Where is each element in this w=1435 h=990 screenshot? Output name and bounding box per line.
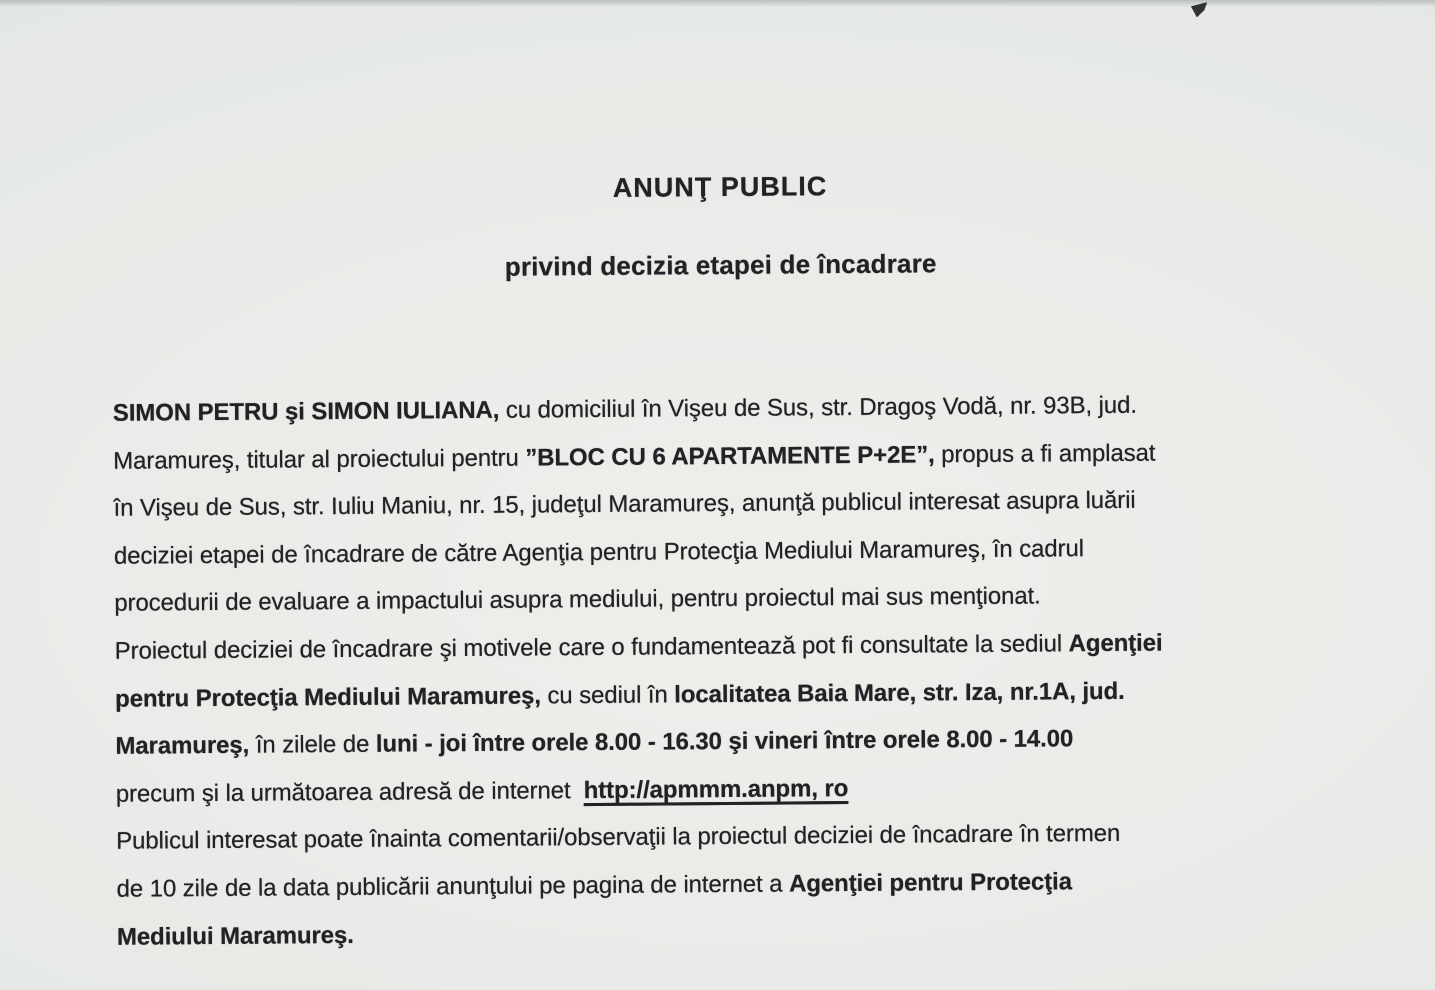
text-segment: în Vişeu de Sus, str. Iuliu Maniu, nr. 15, judeţul Maramureş, anunţă publicul interesat asupra luării <box>113 486 1136 522</box>
text-segment: Agenţiei <box>1068 629 1163 658</box>
text-segment: luni - joi între orele 8.00 - 16.30 şi vineri între orele 8.00 - 14.00 <box>375 725 1074 758</box>
document-subtitle: privind decizia etapei de încadrare <box>504 248 937 282</box>
document-content <box>110 0 1335 961</box>
document-title: ANUNŢ PUBLIC <box>612 171 828 203</box>
text-segment: Maramureş, <box>115 731 250 760</box>
text-segment: Publicul interesat poate înainta comentarii/observaţii la proiectul deciziei de încadrare în termen <box>116 820 1121 856</box>
text-body <box>113 380 1335 961</box>
text-line <box>115 618 1333 675</box>
text-line <box>117 904 1335 961</box>
text-segment: precum şi la următoarea adresă de internet <box>115 776 584 808</box>
text-segment: SIMON PETRU şi SIMON IULIANA, <box>112 396 500 427</box>
text-segment: Mediului Maramureş. <box>116 921 354 951</box>
text-segment: Proiectul deciziei de încadrare şi motivele care o fundamentează pot fi consultate la sediul <box>114 630 1069 665</box>
text-segment: deciziei etapei de încadrare de către Agenţia pentru Protecţia Mediului Maramureş, în cadrul <box>113 534 1085 570</box>
text-segment: în zilele de <box>249 730 376 759</box>
text-segment: pentru Protecţia Mediului Maramureş, <box>114 681 542 713</box>
text-segment: propus a fi amplasat <box>934 439 1156 468</box>
text-segment: procedurii de evaluare a impactului asupra mediului, pentru proiectul mai sus menţionat. <box>114 582 1041 618</box>
text-segment: cu domiciliul în Vişeu de Sus, str. Dragoş Vodă, nr. 93B, jud. <box>499 391 1138 424</box>
text-segment: de 10 zile de la data publicării anunţului pe pagina de internet a <box>116 870 790 903</box>
text-segment: Maramureş, titular al proiectului pentru <box>113 444 526 475</box>
text-segment: Agenţiei pentru Protecţia <box>788 868 1073 898</box>
text-segment: cu sediul în <box>540 680 675 709</box>
text-segment: ”BLOC CU 6 APARTAMENTE P+2E”, <box>525 440 935 472</box>
text-segment: localitatea Baia Mare, str. Iza, nr.1A, jud. <box>674 677 1125 708</box>
text-line <box>113 428 1331 485</box>
url-link: http://apmmm.anpm, ro <box>583 774 849 804</box>
